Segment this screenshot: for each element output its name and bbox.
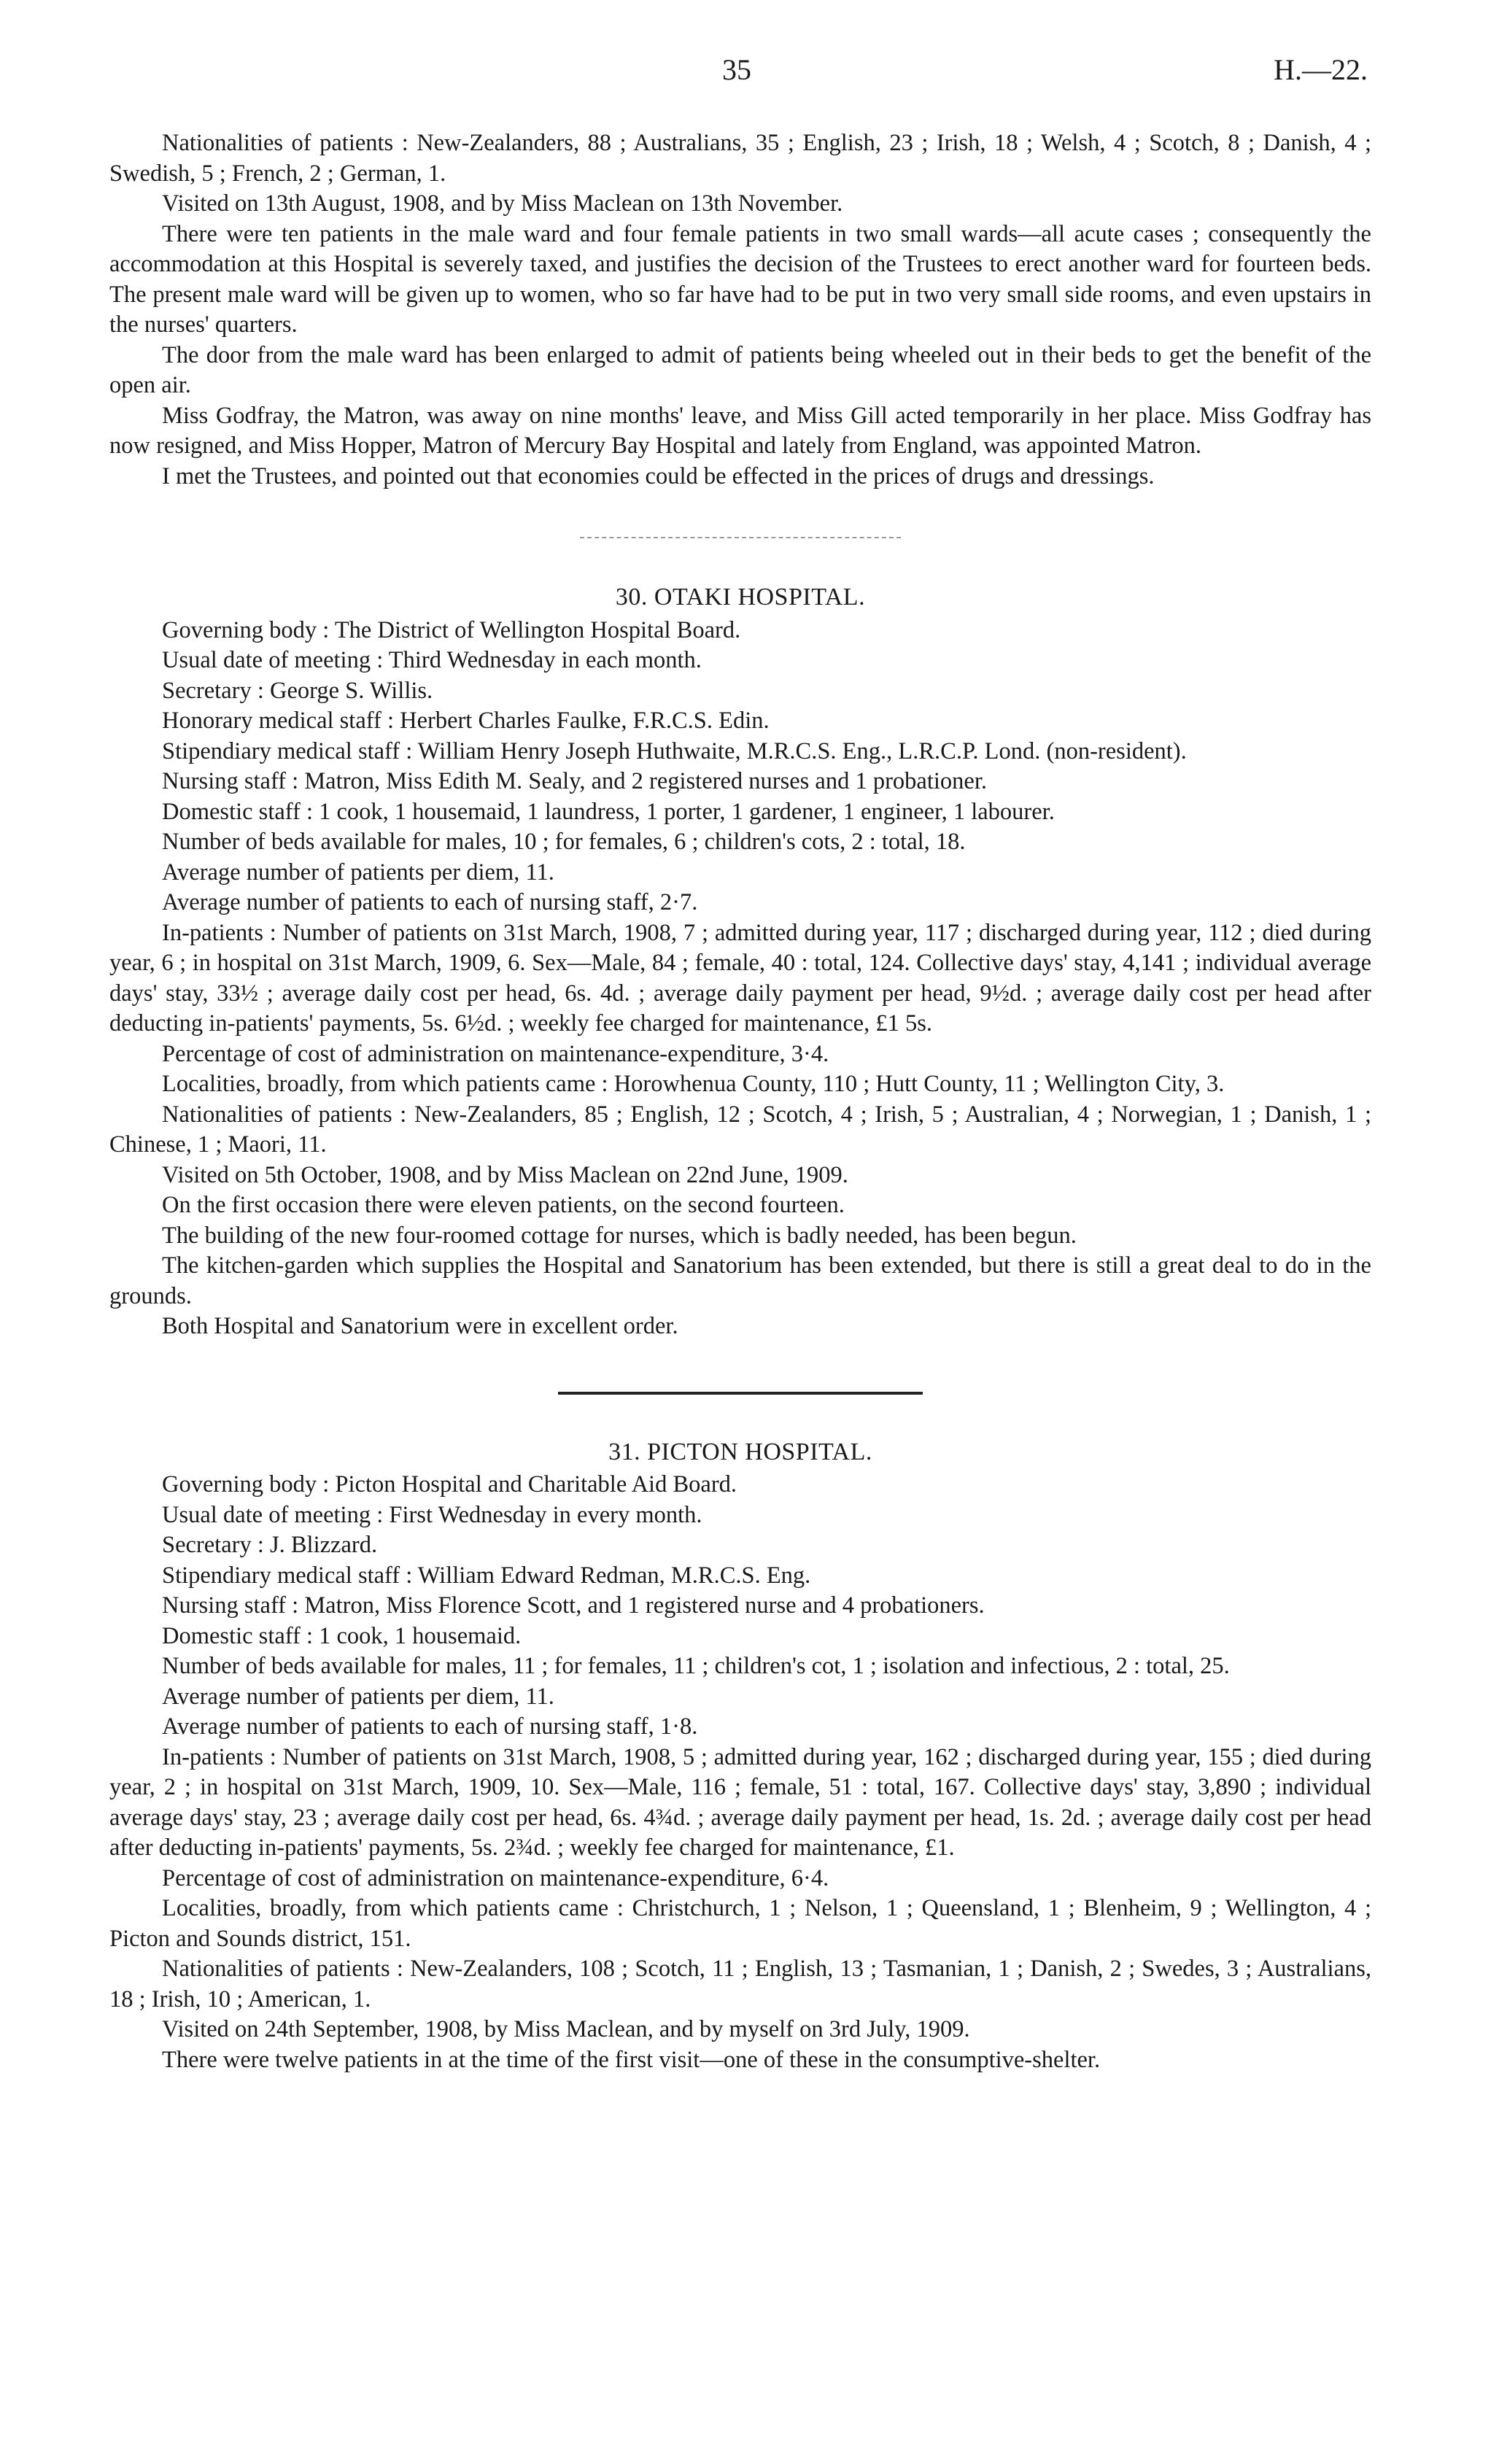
paragraph: Localities, broadly, from which patients came : Christchurch, 1 ; Nelson, 1 ; Queensland, 1 ; Blenheim, 9 ; Wellington, 4 ; Picton and Sounds district, 151.	[109, 1895, 1371, 1952]
paragraph: Nursing staff : Matron, Miss Florence Scott, and 1 registered nurse and 4 probationers.	[162, 1592, 985, 1619]
paragraph: Domestic staff : 1 cook, 1 housemaid.	[162, 1622, 522, 1649]
section-divider	[580, 537, 901, 538]
section-divider	[558, 1392, 923, 1395]
paragraph: Governing body : Picton Hospital and Charitable Aid Board.	[162, 1471, 737, 1498]
paragraph: The door from the male ward has been enlarged to admit of patients being wheeled out in their beds to get the benefit of the open air.	[109, 341, 1371, 398]
paragraph: Percentage of cost of administration on maintenance-expenditure, 3·4.	[162, 1040, 829, 1067]
paragraph: Nationalities of patients : New-Zealanders, 108 ; Scotch, 11 ; English, 13 ; Tasmanian, 1 ; Danish, 2 ; Swedes, 3 ; Australians, 18 ; Irish, 10 ; American, 1.	[109, 1956, 1371, 2012]
paragraph: I met the Trustees, and pointed out that economies could be effected in the prices of drugs and dressings.	[162, 462, 1155, 489]
page-header	[0, 53, 1499, 96]
paragraph: Secretary : George S. Willis.	[162, 677, 433, 704]
picton-section	[109, 1437, 1371, 2076]
paragraph: In-patients : Number of patients on 31st March, 1908, 5 ; admitted during year, 162 ; discharged during year, 155 ; died during year, 2 ; in hospital on 31st March, 1909, 10. Sex—Male, 116 ; female, 51 : total, 167. Collective days' stay, 3,890 ; individual average days' stay, 23 ; average daily cost per head, 6s. 4¾d. ; average daily payment per head, 1s. 2d. ; average daily cost per head after deducting in-patients' payments, 5s. 2¾d. ; weekly fee charged for maintenance, £1.	[109, 1743, 1371, 1861]
paragraph: Usual date of meeting : Third Wednesday in each month.	[162, 647, 702, 673]
page-number: 35	[722, 53, 751, 86]
paragraph: Usual date of meeting : First Wednesday in every month.	[162, 1501, 702, 1528]
paragraph: Secretary : J. Blizzard.	[162, 1532, 378, 1558]
paragraph: Average number of patients to each of nursing staff, 1·8.	[162, 1713, 698, 1740]
paragraph: Stipendiary medical staff : William Edward Redman, M.R.C.S. Eng.	[162, 1562, 811, 1589]
paragraph: Average number of patients to each of nursing staff, 2·7.	[162, 889, 698, 915]
section-title: 30. OTAKI HOSPITAL.	[615, 584, 866, 611]
paragraph: Stipendiary medical staff : William Henry Joseph Huthwaite, M.R.C.S. Eng., L.R.C.P. Lond. (non-resident).	[162, 737, 1187, 764]
paragraph: Nationalities of patients : New-Zealanders, 88 ; Australians, 35 ; English, 23 ; Irish, 18 ; Welsh, 4 ; Scotch, 8 ; Danish, 4 ; Swedish, 5 ; French, 2 ; German, 1.	[109, 130, 1371, 187]
paragraph: Localities, broadly, from which patients came : Horowhenua County, 110 ; Hutt County, 11 ; Wellington City, 3.	[162, 1071, 1225, 1097]
paragraph: Average number of patients per diem, 11.	[162, 1683, 554, 1710]
paragraph: In-patients : Number of patients on 31st March, 1908, 7 ; admitted during year, 117 ; discharged during year, 112 ; died during year, 6 ; in hospital on 31st March, 1909, 6. Sex—Male, 84 ; female, 40 : total, 124. Collective days' stay, 4,141 ; individual average days' stay, 33½ ; average daily cost per head, 6s. 4d. ; average daily payment per head, 9½d. ; average daily cost per head after deducting in-patients' payments, 5s. 6½d. ; weekly fee charged for maintenance, £1 5s.	[109, 919, 1371, 1037]
paragraph: There were ten patients in the male ward and four female patients in two small wards—all acute cases ; consequently the accommodation at this Hospital is severely taxed, and justifies the decision of the Trustees to erect another ward for fourteen beds. The present male ward will be given up to women, who so far have had to be put in two very small side rooms, and even upstairs in the nurses' quarters.	[109, 220, 1371, 338]
paragraph: Average number of patients per diem, 11.	[162, 859, 554, 886]
intro-section	[109, 128, 1371, 492]
paragraph: The building of the new four-roomed cottage for nurses, which is badly needed, has been begun.	[162, 1222, 1077, 1249]
paragraph: Domestic staff : 1 cook, 1 housemaid, 1 laundress, 1 porter, 1 gardener, 1 engineer, 1 labourer.	[162, 798, 1055, 825]
paragraph: Number of beds available for males, 10 ; for females, 6 ; children's cots, 2 : total, 18.	[162, 829, 966, 855]
paragraph: Percentage of cost of administration on maintenance-expenditure, 6·4.	[162, 1864, 829, 1891]
paragraph: Governing body : The District of Wellington Hospital Board.	[162, 616, 741, 643]
paragraph: Visited on 5th October, 1908, and by Miss Maclean on 22nd June, 1909.	[162, 1161, 848, 1188]
paragraph: There were twelve patients in at the time of the first visit—one of these in the consumptive-shelter.	[162, 2046, 1101, 2073]
paragraph: Visited on 24th September, 1908, by Miss Maclean, and by myself on 3rd July, 1909.	[162, 2016, 970, 2042]
document-reference: H.—22.	[1274, 53, 1368, 86]
paragraph: Nationalities of patients : New-Zealanders, 85 ; English, 12 ; Scotch, 4 ; Irish, 5 ; Australian, 4 ; Norwegian, 1 ; Danish, 1 ; Chinese, 1 ; Maori, 11.	[109, 1101, 1371, 1158]
document-body	[109, 128, 1371, 2075]
paragraph: Nursing staff : Matron, Miss Edith M. Sealy, and 2 registered nurses and 1 probationer.	[162, 768, 987, 794]
section-title: 31. PICTON HOSPITAL.	[608, 1438, 872, 1465]
paragraph: Both Hospital and Sanatorium were in excellent order.	[162, 1313, 678, 1339]
paragraph: Miss Godfray, the Matron, was away on nine months' leave, and Miss Gill acted temporarily in her place. Miss Godfray has now resigned, and Miss Hopper, Matron of Mercury Bay Hospital and lately from England, was appointed Matron.	[109, 402, 1371, 459]
otaki-section	[109, 582, 1371, 1342]
paragraph: Number of beds available for males, 11 ; for females, 11 ; children's cot, 1 ; isolation and infectious, 2 : total, 25.	[162, 1653, 1230, 1679]
paragraph: The kitchen-garden which supplies the Hospital and Sanatorium has been extended, but there is still a great deal to do in the grounds.	[109, 1252, 1371, 1309]
paragraph: Visited on 13th August, 1908, and by Miss Maclean on 13th November.	[162, 190, 843, 217]
paragraph: On the first occasion there were eleven patients, on the second fourteen.	[162, 1192, 845, 1218]
paragraph: Honorary medical staff : Herbert Charles Faulke, F.R.C.S. Edin.	[162, 708, 770, 734]
